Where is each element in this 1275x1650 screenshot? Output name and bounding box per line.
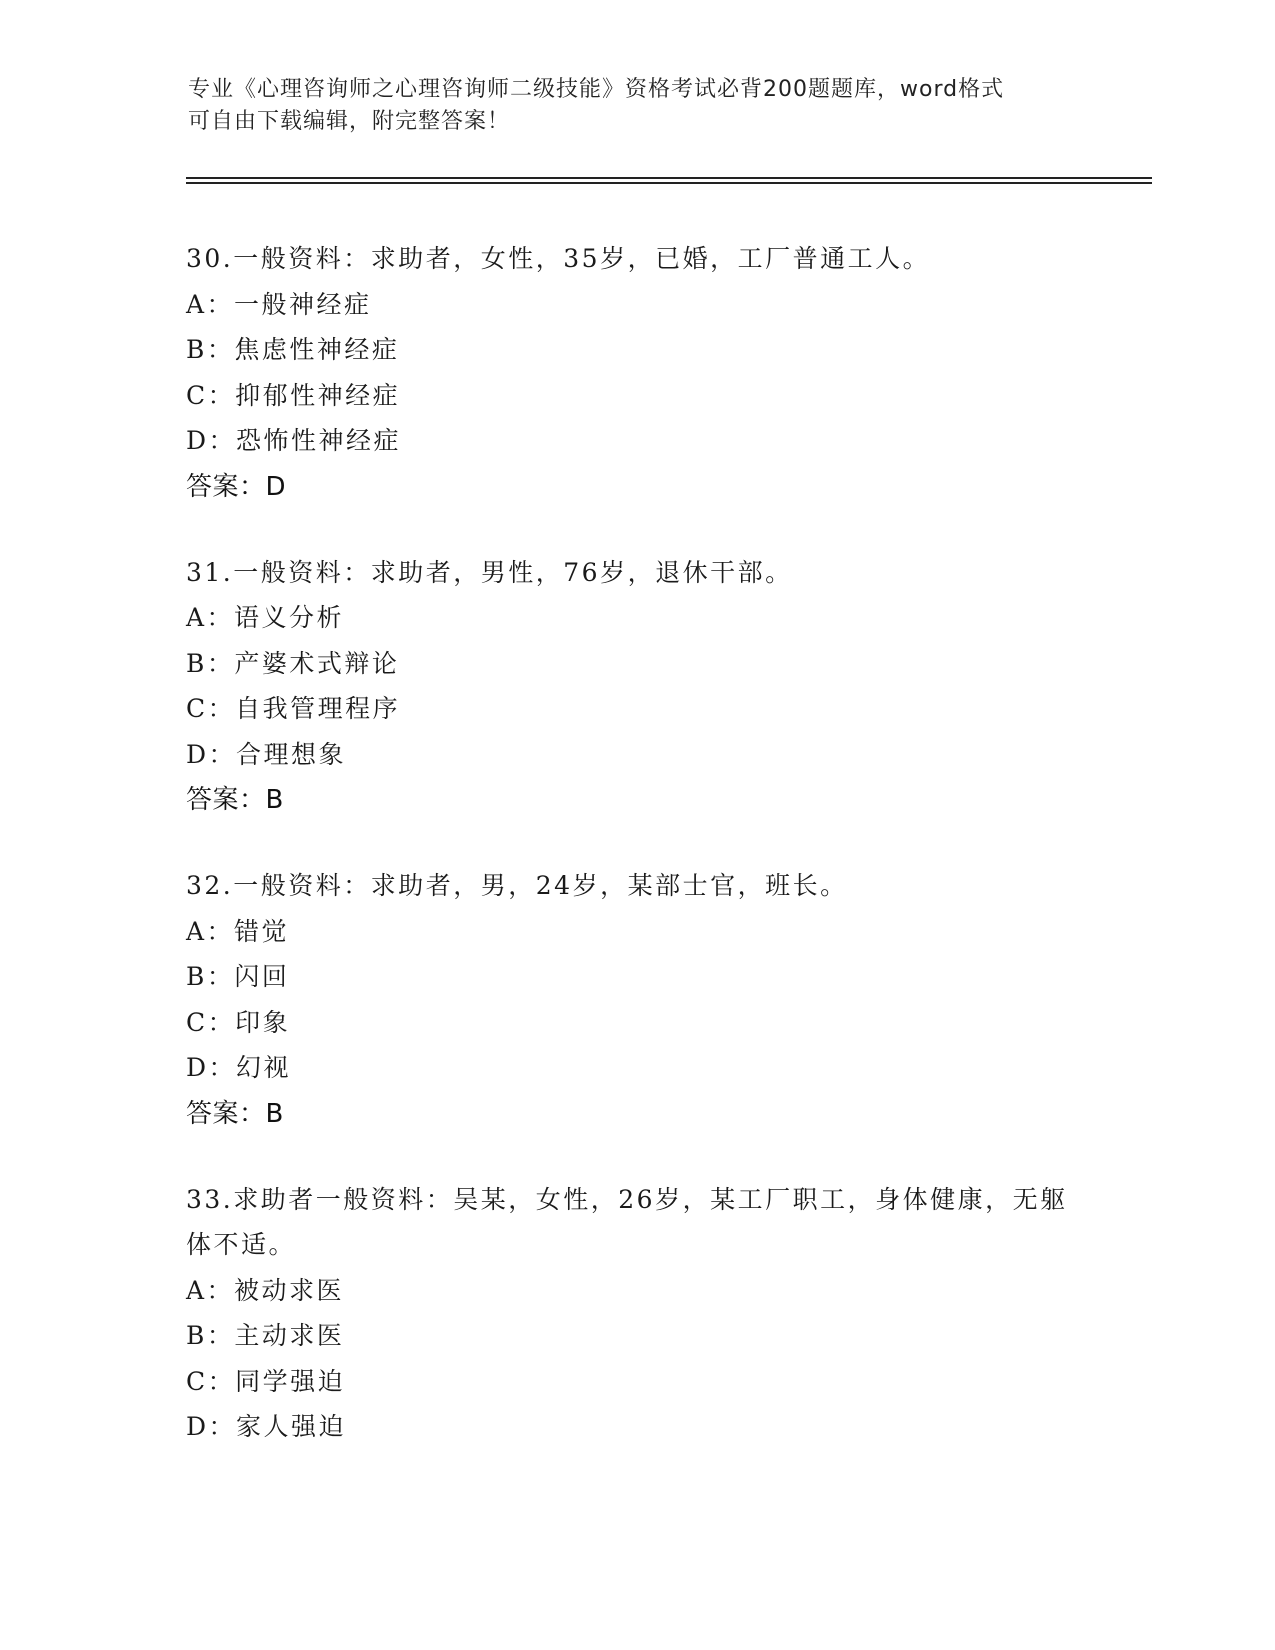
question-stem: 31.一般资料：求助者，男性，76岁，退休干部。: [186, 557, 793, 587]
header-rule-top: [186, 177, 1152, 179]
option-b: B：主动求医: [186, 1321, 345, 1350]
question-stem: 33.求助者一般资料：吴某，女性，26岁，某工厂职工，身体健康，无躯体不适。: [186, 1184, 1068, 1259]
option-d: D：家人强迫: [186, 1412, 347, 1441]
option-b: B：产婆术式辩论: [186, 648, 400, 678]
option-d: D：合理想象: [186, 739, 347, 769]
question-31: [186, 550, 1086, 824]
option-d: D：幻视: [186, 1053, 292, 1082]
document-header: [188, 74, 1068, 138]
question-32: [186, 863, 1086, 1137]
option-b: B：闪回: [186, 962, 290, 991]
option-c: C：自我管理程序: [186, 694, 401, 723]
option-a: A：语义分析: [186, 603, 345, 632]
header-rule-bottom: [186, 182, 1152, 184]
option-a: A：错觉: [186, 916, 290, 946]
option-a: A：一般神经症: [186, 289, 372, 319]
question-30: [186, 236, 1086, 510]
question-list: [186, 236, 1086, 1490]
option-d: D：恐怖性神经症: [186, 426, 402, 455]
option-b: B：焦虑性神经症: [186, 335, 400, 364]
answer-line: 答案：B: [186, 1098, 284, 1129]
option-a: A：被动求医: [186, 1275, 345, 1305]
question-stem: 30.一般资料：求助者，女性，35岁，已婚，工厂普通工人。: [186, 244, 931, 273]
header-line-1: 专业《心理咨询师之心理咨询师二级技能》资格考试必背200题题库，word格式: [188, 77, 1005, 102]
option-c: C：印象: [186, 1007, 291, 1037]
option-c: C：抑郁性神经症: [186, 380, 401, 410]
header-line-2: 可自由下载编辑，附完整答案！: [188, 109, 511, 134]
answer-line: 答案：D: [186, 471, 287, 502]
option-c: C：同学强迫: [186, 1366, 346, 1396]
question-stem: 32.一般资料：求助者，男，24岁，某部士官，班长。: [186, 871, 848, 900]
question-33: [186, 1177, 1086, 1450]
answer-line: 答案：B: [186, 785, 284, 815]
